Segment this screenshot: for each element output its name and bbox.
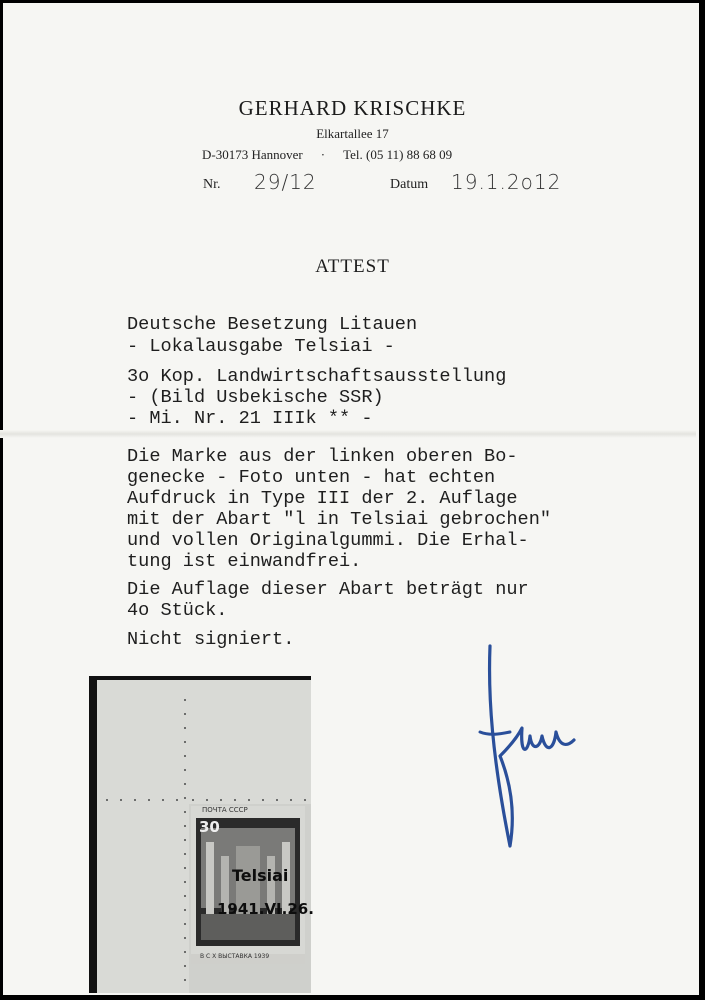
paragraph-line: Aufdruck in Type III der 2. Auflage bbox=[127, 488, 518, 509]
body-line-2: - Lokalausgabe Telsiai - bbox=[127, 336, 395, 357]
stamp-face-value: 30 bbox=[199, 818, 220, 836]
issuer-city: D-30173 Hannover bbox=[202, 147, 303, 162]
body-line-3: 3o Kop. Landwirtschaftsausstellung bbox=[127, 366, 507, 387]
issuer-street: Elkartallee 17 bbox=[316, 126, 389, 141]
body-line-5: - Mi. Nr. 21 IIIk ** - bbox=[127, 408, 373, 429]
overprint-town: Telsiai bbox=[232, 866, 289, 885]
nr-value: 29/12 bbox=[254, 170, 317, 194]
issuer-name: GERHARD KRISCHKE bbox=[238, 96, 467, 120]
stamp-top-text: ПОЧТА СССР bbox=[202, 806, 248, 814]
paper-fold bbox=[0, 430, 696, 438]
paragraph-line: Die Auflage dieser Abart beträgt nur bbox=[127, 579, 529, 600]
datum-label: Datum bbox=[390, 177, 429, 192]
paragraph-line: Die Marke aus der linken oberen Bo- bbox=[127, 446, 518, 467]
issuer-phone: Tel. (05 11) 88 68 09 bbox=[343, 147, 453, 162]
paragraph-line: genecke - Foto unten - hat echten bbox=[127, 467, 496, 488]
body-line-1: Deutsche Besetzung Litauen bbox=[127, 314, 418, 335]
paragraph-line: tung ist einwandfrei. bbox=[127, 551, 362, 572]
issuer-contact bbox=[202, 147, 452, 163]
body-line-4: - (Bild Usbekische SSR) bbox=[127, 387, 384, 408]
overprint-date: 1941.VI.26. bbox=[217, 900, 314, 918]
nr-label: Nr. bbox=[203, 177, 221, 192]
paragraph-line: mit der Abart "l in Telsiai gebrochen" bbox=[127, 509, 552, 530]
signature-mark bbox=[470, 636, 580, 856]
datum-value: 19.1.2o12 bbox=[451, 170, 562, 194]
stamp-caption: В С Х ВЫСТАВКА 1939 bbox=[200, 953, 270, 960]
document-title: ATTEST bbox=[315, 256, 390, 277]
paragraph-line: 4o Stück. bbox=[127, 600, 228, 621]
not-signed-note: Nicht signiert. bbox=[127, 629, 295, 650]
paragraph-line: und vollen Originalgummi. Die Erhal- bbox=[127, 530, 529, 551]
separator-dot: · bbox=[320, 147, 326, 162]
